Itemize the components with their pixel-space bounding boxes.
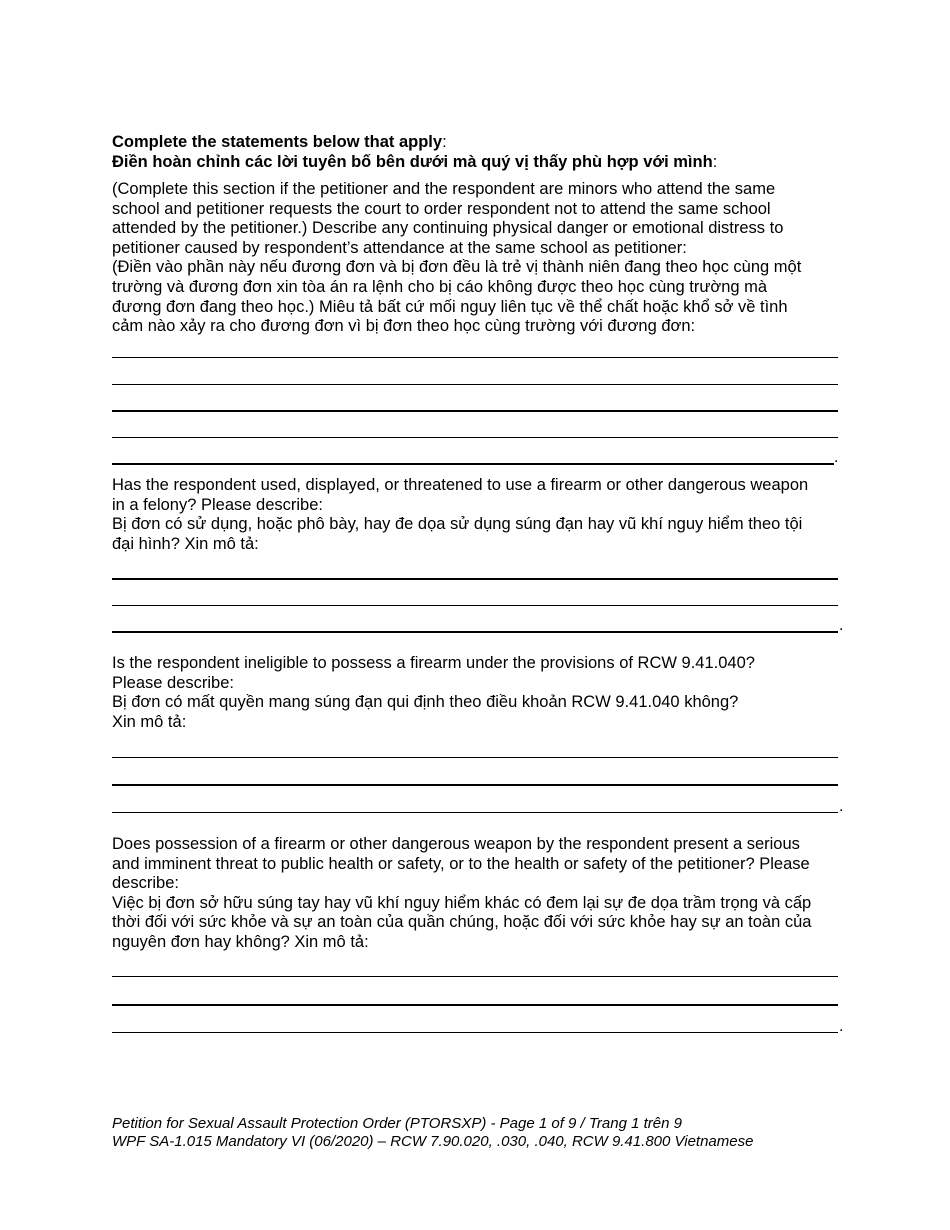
answer-line[interactable] bbox=[112, 976, 838, 977]
heading-vietnamese: Điền hoàn chỉnh các lời tuyên bố bên dưới mà quý vị thấy phù hợp với mình: bbox=[112, 153, 718, 171]
answer-line[interactable] bbox=[112, 463, 834, 465]
answer-line[interactable] bbox=[112, 410, 838, 412]
question-line: đại hình? Xin mô tả: bbox=[112, 534, 259, 553]
answer-line[interactable] bbox=[112, 1004, 838, 1006]
question-line: thời đối với sức khỏe và sự an toàn của quần chúng, hoặc đối với sức khỏe hay sự an toàn của bbox=[112, 913, 812, 932]
question-line: and imminent threat to public health or safety, or to the health or safety of the petitioner? Please bbox=[112, 854, 810, 873]
firearm-felony-question bbox=[112, 476, 852, 554]
footer-form-title: Petition for Sexual Assault Protection Order (PTORSXP) - Page 1 of 9 / Trang 1 trên 9 bbox=[112, 1115, 682, 1132]
answer-line[interactable] bbox=[112, 357, 838, 358]
answer-line[interactable] bbox=[112, 784, 838, 786]
question-line: cảm nào xảy ra cho đương đơn vì bị đơn theo học cùng trường với đương đơn: bbox=[112, 317, 696, 336]
question-line: (Điền vào phần này nếu đương đơn và bị đơn đều là trẻ vị thành niên đang theo học cùng một bbox=[112, 258, 802, 277]
question-line: school and petitioner requests the court to order respondent not to attend the same school bbox=[112, 199, 771, 218]
answer-line[interactable] bbox=[112, 578, 838, 580]
question-line: nguyên đơn hay không? Xin mô tả: bbox=[112, 932, 369, 951]
question-line: Xin mô tả: bbox=[112, 712, 187, 731]
answer-line[interactable] bbox=[112, 605, 838, 606]
question-line: trường và đương đơn xin tòa án ra lệnh cho bị cáo không được theo học cùng trường mà bbox=[112, 277, 768, 296]
question-line: attended by the petitioner.) Describe any continuing physical danger or emotional distress to bbox=[112, 219, 784, 238]
answer-line[interactable] bbox=[112, 631, 838, 633]
answer-line[interactable] bbox=[112, 757, 838, 758]
answer-line[interactable] bbox=[112, 437, 838, 438]
end-mark: . bbox=[839, 617, 844, 634]
question-line: Does possession of a firearm or other dangerous weapon by the respondent present a serious bbox=[112, 835, 800, 853]
question-line: Bị đơn có mất quyền mang súng đạn qui định theo điều khoản RCW 9.41.040 không? bbox=[112, 693, 739, 712]
end-mark: . bbox=[839, 1018, 844, 1035]
firearm-ineligible-question bbox=[112, 654, 852, 732]
question-line: (Complete this section if the petitioner and the respondent are minors who attend the same bbox=[112, 180, 776, 198]
end-mark: . bbox=[839, 798, 844, 815]
question-line: describe: bbox=[112, 874, 179, 893]
question-line: Please describe: bbox=[112, 673, 234, 692]
footer-form-code: WPF SA-1.015 Mandatory VI (06/2020) – RCW 7.90.020, .030, .040, RCW 9.41.800 Vietnamese bbox=[112, 1133, 754, 1150]
question-line: Has the respondent used, displayed, or threatened to use a firearm or other dangerous weapon bbox=[112, 476, 809, 494]
answer-line[interactable] bbox=[112, 812, 838, 813]
heading-english: Complete the statements below that apply: bbox=[112, 133, 447, 151]
question-line: in a felony? Please describe: bbox=[112, 495, 323, 514]
school-attendance-question bbox=[112, 180, 852, 337]
question-line: Việc bị đơn sở hữu súng tay hay vũ khí nguy hiểm khác có đem lại sự đe dọa trầm trọng và cấp bbox=[112, 893, 812, 912]
answer-line[interactable] bbox=[112, 1032, 838, 1033]
answer-line[interactable] bbox=[112, 384, 838, 385]
end-mark: . bbox=[834, 449, 839, 466]
instructions-heading bbox=[112, 132, 852, 172]
page-footer bbox=[112, 1115, 872, 1151]
firearm-threat-question bbox=[112, 835, 852, 953]
question-line: Bị đơn có sử dụng, hoặc phô bày, hay đe dọa sử dụng súng đạn hay vũ khí nguy hiểm theo tội bbox=[112, 515, 803, 534]
question-line: petitioner caused by respondent’s attendance at the same school as petitioner: bbox=[112, 238, 687, 257]
question-line: Is the respondent ineligible to possess a firearm under the provisions of RCW 9.41.040? bbox=[112, 654, 755, 672]
question-line: đương đơn đang theo học.) Miêu tả bất cứ mối nguy liên tục về thể chất hoặc khổ sở về tình bbox=[112, 297, 788, 316]
